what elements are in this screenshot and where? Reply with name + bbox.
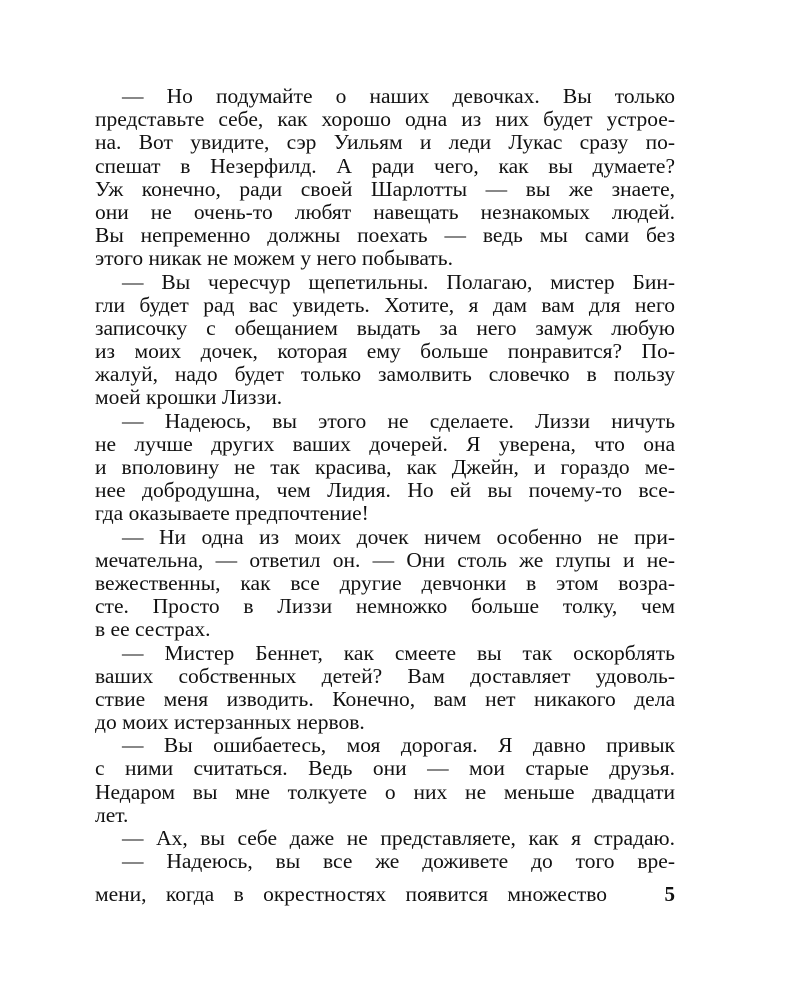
text-line: — Мистер Беннет, как смеете вы так оскорблять — [122, 640, 675, 665]
text-line: мени, когда в окрестностях появится множество — [95, 882, 607, 907]
text-line: этого никак не можем у него побывать. — [95, 246, 453, 271]
text-line: ваших собственных детей? Вам доставляет удоволь- — [95, 663, 675, 688]
text-line: — Ни одна из моих дочек ничем особенно не при- — [122, 524, 675, 549]
text-line: гда оказываете предпочтение! — [95, 501, 369, 526]
text-line: до моих истерзанных нервов. — [95, 710, 365, 735]
text-line: в ее сестрах. — [95, 617, 211, 642]
text-line: — Вы чересчур щепетильны. Полагаю, мистер Бин- — [122, 269, 675, 294]
text-line: они не очень-то любят навещать незнакомых людей. — [95, 199, 675, 224]
page-number: 5 — [664, 882, 675, 906]
text-line: жалуй, надо будет только замолвить словечко в пользу — [95, 362, 675, 387]
text-line: — Но подумайте о наших девочках. Вы только — [122, 84, 675, 108]
text-line: спешат в Незерфилд. А ради чего, как вы думаете? — [95, 153, 675, 178]
text-line: — Надеюсь, вы все же доживете до того вре- — [122, 849, 675, 874]
text-line: сте. Просто в Лиззи немножко больше толку, чем — [95, 594, 675, 619]
text-line: лет. — [95, 802, 129, 827]
text-line: Уж конечно, ради своей Шарлотты — вы же знаете, — [95, 176, 675, 201]
text-line: записочку с обещанием выдать за него замуж любую — [95, 315, 675, 340]
text-line: представьте себе, как хорошо одна из них будет устрое- — [95, 107, 675, 132]
text-line: — Ах, вы себе даже не представляете, как я страдаю. — [122, 826, 675, 850]
text-line: на. Вот увидите, сэр Уильям и леди Лукас сразу по- — [95, 130, 675, 155]
text-line: ствие меня изводить. Конечно, вам нет никакого дела — [95, 686, 675, 711]
text-line: из моих дочек, которая ему больше понравится? По- — [95, 339, 675, 364]
text-line: мечательна, — ответил он. — Они столь же глупы и не- — [95, 547, 675, 572]
text-line: не лучше других ваших дочерей. Я уверена, что она — [95, 431, 675, 456]
last-text-line-container — [95, 883, 607, 906]
text-line: с ними считаться. Ведь они — мои старые друзья. — [95, 756, 675, 781]
text-line: — Вы ошибаетесь, моя дорогая. Я давно привык — [122, 733, 675, 758]
text-line: Вы непременно должны поехать — ведь мы сами без — [95, 223, 675, 248]
text-line: и вполовину не так красива, как Джейн, и гораздо ме- — [95, 455, 675, 479]
text-line: Недаром вы мне толкуете о них не меньше двадцати — [95, 779, 675, 804]
page-body-text — [95, 85, 675, 873]
text-line: нее добродушна, чем Лидия. Но ей вы почему-то все- — [95, 478, 675, 503]
text-line: моей крошки Лиззи. — [95, 385, 283, 410]
text-line: вежественны, как все другие девчонки в этом возра- — [95, 570, 675, 595]
text-line: гли будет рад вас увидеть. Хотите, я дам вам для него — [95, 292, 675, 317]
text-line: — Надеюсь, вы этого не сделаете. Лиззи ничуть — [122, 408, 675, 433]
